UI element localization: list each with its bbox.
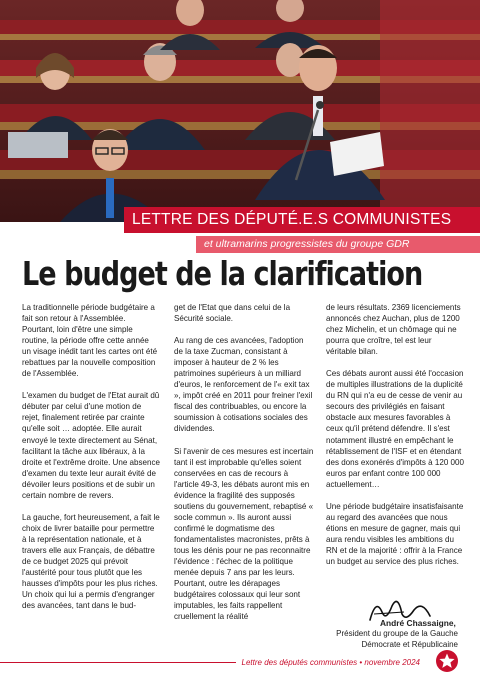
article-column-1 (22, 302, 160, 611)
paragraph: get de l'Etat que dans celui de la Sécurité sociale. (174, 303, 291, 324)
newsletter-subtitle-banner: et ultramarins progressistes du groupe GDR (196, 236, 480, 253)
paragraph: de leurs résultats. 2369 licenciements annoncés chez Auchan, plus de 1200 chez Michelin, et un chômage qui ne pourra que croître, tel est leur véritable bilan. (326, 303, 461, 357)
signer-title-line-2: Démocrate et Républicaine (361, 639, 458, 649)
signer-title (258, 629, 458, 650)
article-column-3 (326, 302, 464, 567)
signer-name: André Chassaigne, (380, 618, 456, 628)
paragraph: Au rang de ces avancées, l'adoption de la taxe Zucman, consistant à imposer à hauteur de 2 % les patrimoines supérieurs à un milliard d'euros, le renforcement de l'« exit tax », impôt créé en 2011 pour freiner l'exil fiscal des contribuables, ou encore la soumission à cotisations sociales des dividendes. (174, 336, 313, 434)
signer-title-line-1: Président du groupe de la Gauche (336, 629, 458, 638)
page-title: Le budget de la clarification (22, 254, 423, 293)
paragraph: Si l'avenir de ces mesures est incertain tant il est improbable qu'elles soient conservées en cas de recours à l'article 49-3, les débats auront mis en évidence la fragilité des supposés soutiens du gouvernement, rebaptisé « socle commun ». Ils auront aussi confirmé le dogmatisme des fondamentalistes macronistes, prêts à tous les dénis pour ne pas reconnaitre l'évidence : l'échec de la politique menée depuis 7 ans par les leurs. Pourtant, outre les dérapages budgétaires colossaux qui leur sont imputables, les faits rappellent cruellement la réalité (174, 446, 314, 622)
paragraph: La traditionnelle période budgétaire a fait son retour à l'Assemblée. Pourtant, loin d'être une simple routine, la période offre cette année un visage inédit tant les cartes ont été rebattues par la nouvelle composition de l'Assemblée. (22, 303, 158, 379)
paragraph: Une période budgétaire insatisfaisante au regard des avancées que nous étions en mesure de gagner, mais qui aura rendu visibles les ambitions du RN et de la majorité : offrir à la France un budget au service des plus riches. (326, 501, 464, 566)
paragraph: La gauche, fort heureusement, a fait le choix de livrer bataille pour permettre à la représentation nationale, et à travers elle aux Français, de débattre de ce budget 2025 qui prévoit l'austérité pour tous plutôt que les hausses d'impôts pour les plus riches. Un choix qui lui a permis d'engranger des avancées, tant dans le bud- (22, 512, 160, 611)
newsletter-title-banner: LETTRE DES DÉPUTÉ.E.S COMMUNISTES (124, 207, 480, 233)
footer (0, 658, 428, 667)
assembly-photo (0, 0, 480, 222)
star-icon (436, 650, 458, 672)
paragraph: L'examen du budget de l'Etat aurait dû débuter par celui d'une motion de rejet, finalement retirée par crainte qu'elle soit … adoptée. Elle aurait envoyé le texte directement au Sénat, facilitant la tâche aux libéraux, à la droite et l'extrême droite. Une absence d'examen du texte leur aurait évité de dévoiler leurs positions et de subir un certain nombre de revers. (22, 391, 160, 500)
paragraph: Ces débats auront aussi été l'occasion de multiples illustrations de la duplicité du RN qui n'a eu de cesse de venir au secours des privilégiés en faisant obstacle aux mesures favorables à ceux qu'il prétend défendre. Il s'est notamment illustré en empêchant le rétablissement de l'ISF et en étendant des dons exonérés d'impôts à 120 000 euros par enfant contre 100 000 actuellement… (326, 369, 464, 489)
footer-text: Lettre des députés communistes • novembre 2024 (236, 658, 428, 667)
article-column-2 (174, 302, 314, 622)
